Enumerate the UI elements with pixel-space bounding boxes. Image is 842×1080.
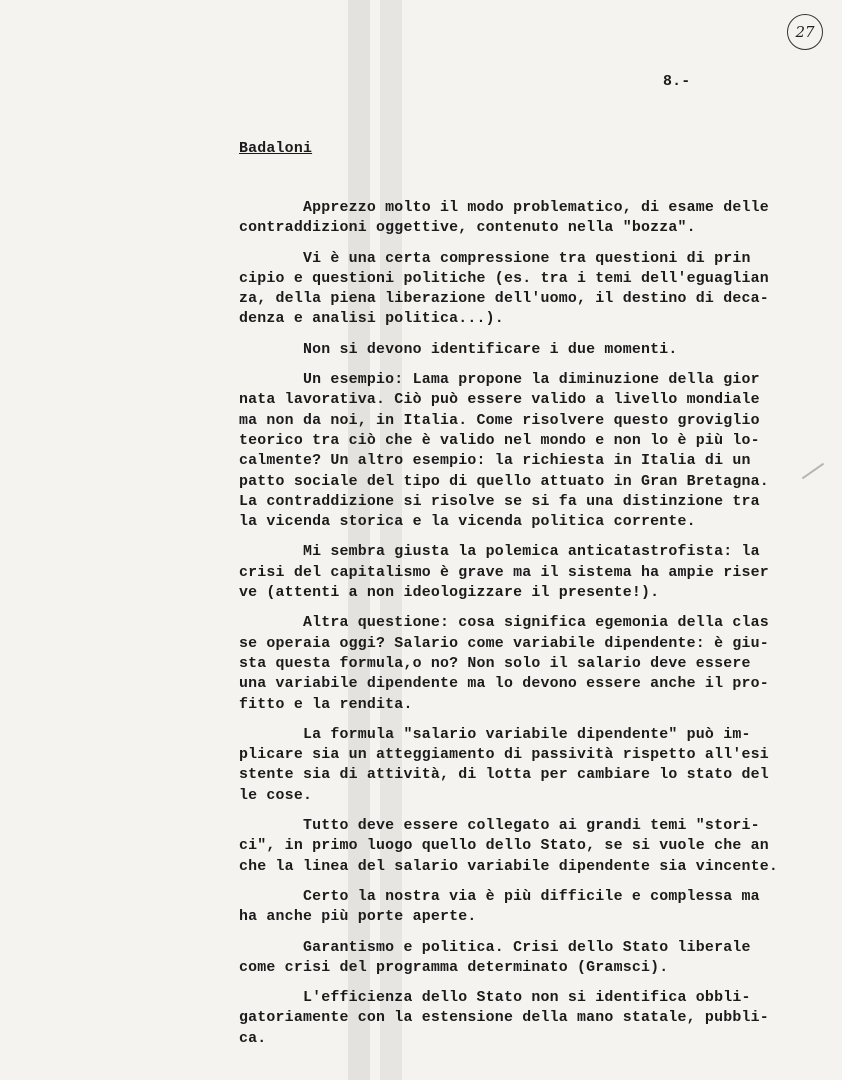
text-line: crisi del capitalismo è grave ma il sistema ha ampie riser [239,564,769,581]
text-line: Non si devono identificare i due momenti. [239,341,678,358]
text-line: sta questa formula,o no? Non solo il salario deve essere [239,655,751,672]
text-line: Mi sembra giusta la polemica anticatastrofista: la [239,544,760,561]
paragraph [239,725,829,806]
text-line: La contraddizione si risolve se si fa una distinzione tra [239,493,760,510]
text-line: za, della piena liberazione dell'uomo, il destino di deca- [239,291,769,308]
text-line: La formula "salario variabile dipendente" può im- [239,726,751,743]
paragraph [239,988,829,1049]
text-line: denza e analisi politica...). [239,311,504,328]
paragraph [239,542,829,603]
text-line: gatoriamente con la estensione della mano statale, pubbli- [239,1010,769,1027]
text-line: fitto e la rendita. [239,696,413,713]
text-line: ma non da noi, in Italia. Come risolvere questo groviglio [239,412,760,429]
text-line: Apprezzo molto il modo problematico, di esame delle [239,200,769,216]
body-text [239,198,829,1059]
text-line: Vi è una certa compressione tra questioni di prin [239,250,751,267]
text-line: ha anche più porte aperte. [239,909,477,926]
text-line: se operaia oggi? Salario come variabile dipendente: è giu- [239,635,769,652]
paragraph [239,249,829,330]
text-line: teorico tra ciò che è valido nel mondo e non lo è più lo- [239,432,760,449]
text-line: Garantismo e politica. Crisi dello Stato liberale [239,939,751,956]
text-line: cipio e questioni politiche (es. tra i temi dell'eguaglian [239,270,769,287]
text-line: patto sociale del tipo di quello attuato in Gran Bretagna. [239,473,769,490]
text-line: ca. [239,1030,267,1047]
text-line: che la linea del salario variabile dipendente sia vincente. [239,858,779,875]
paragraph [239,613,829,714]
paragraph [239,938,829,979]
text-line: ci", in primo luogo quello dello Stato, se si vuole che an [239,838,769,855]
text-line: le cose. [239,787,313,804]
text-line: Tutto deve essere collegato ai grandi temi "stori- [239,818,760,835]
text-line: Un esempio: Lama propone la diminuzione della gior [239,372,760,389]
text-line: stente sia di attività, di lotta per cambiare lo stato del [239,767,769,784]
paragraph [239,340,829,360]
text-line: L'efficienza dello Stato non si identifica obbli- [239,990,751,1007]
speaker-heading: Badaloni [239,141,313,157]
text-line: Altra questione: cosa significa egemonia della clas [239,615,769,632]
text-line: Certo la nostra via è più difficile e complessa ma [239,888,760,905]
page-number: 8.- [663,74,691,90]
paragraph [239,370,829,532]
text-line: ve (attenti a non ideologizzare il presente!). [239,585,660,602]
archive-number-stamp [787,14,823,50]
text-line: contraddizioni oggettive, contenuto nella "bozza". [239,220,696,237]
paragraph [239,816,829,877]
stamp-number: 27 [795,23,815,41]
text-line: plicare sia un atteggiamento di passività rispetto all'esi [239,747,769,764]
text-line: calmente? Un altro esempio: la richiesta in Italia di un [239,453,751,470]
text-line: nata lavorativa. Ciò può essere valido a livello mondiale [239,392,760,409]
paragraph [239,198,829,239]
text-line: come crisi del programma determinato (Gramsci). [239,959,669,976]
text-line: la vicenda storica e la vicenda politica corrente. [239,514,696,531]
text-line: una variabile dipendente ma lo devono essere anche il pro- [239,676,769,693]
paragraph [239,887,829,928]
